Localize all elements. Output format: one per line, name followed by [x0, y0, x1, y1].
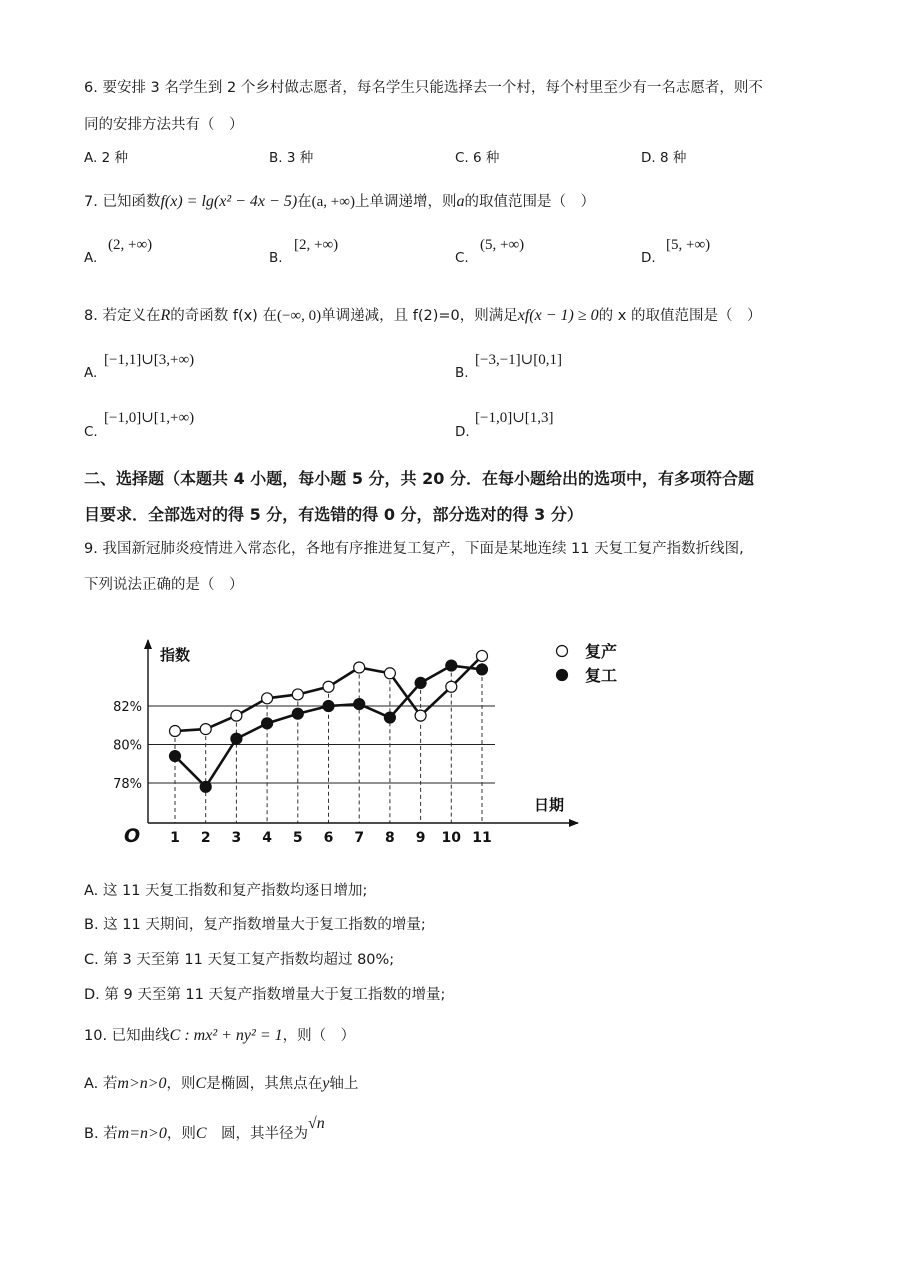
q8-option-c: [−1,0]∪[1,+∞)	[104, 410, 195, 426]
q6-line1: 6. 要安排 3 名学生到 2 个乡村做志愿者，每名学生只能选择去一个村，每个村里至少有一名志愿者，则不	[84, 80, 763, 96]
q10-option-b	[84, 1115, 325, 1143]
section2-heading-line2: 目要求．全部选对的得 5 分，有选错的得 0 分，部分选对的得 3 分）	[84, 505, 583, 524]
data-point	[200, 781, 211, 792]
q9-option-c: C. 第 3 天至第 11 天复工复产指数均超过 80%;	[84, 952, 395, 968]
q8-condition: xf(x − 1) ≥ 0	[517, 307, 599, 324]
q10-prefix: 10. 已知曲线	[84, 1028, 170, 1044]
q10-stem	[84, 1024, 355, 1045]
q10-b-radius: √n	[308, 1115, 325, 1132]
data-point	[200, 724, 211, 735]
q9-line1: 9. 我国新冠肺炎疫情进入常态化，各地有序推进复工复产，下面是某地连续 11 天复工复产指数折线图,	[84, 541, 744, 557]
q8-label-c: C.	[84, 424, 98, 440]
q6-option-c: C. 6 种	[455, 150, 500, 166]
data-point	[384, 668, 395, 679]
data-point	[384, 712, 395, 723]
q8-r: R	[160, 307, 171, 324]
q10-a-text: 是椭圆，其焦点在	[206, 1076, 323, 1092]
y-axis-label: 指数	[160, 646, 191, 664]
x-tick-label: 6	[323, 830, 334, 846]
q7-label-d: D.	[641, 250, 656, 266]
data-point	[262, 718, 273, 729]
x-tick-label: 8	[385, 830, 395, 846]
q10-b-text: 圆，其半径为	[206, 1126, 308, 1142]
q8-suffix: 的 x 的取值范围是（ ）	[598, 308, 762, 324]
q7-interval: (a, +∞)	[311, 194, 355, 210]
q10-a-axis: y	[322, 1075, 330, 1092]
series-line-fuchan	[175, 656, 482, 731]
q10-a-mid: ，则	[166, 1076, 196, 1092]
q9-line2: 下列说法正确的是（ ）	[84, 577, 244, 593]
legend-label: 复工	[585, 666, 618, 685]
data-point	[477, 664, 488, 675]
q10-b-prefix: B. 若	[84, 1126, 118, 1142]
q7-formula: f(x) = lg(x² − 4x − 5)	[160, 193, 298, 210]
x-tick-label: 7	[354, 830, 365, 846]
q10-a-condition: m>n>0	[117, 1075, 167, 1092]
legend-marker	[557, 670, 568, 681]
x-axis-label: 日期	[534, 796, 565, 814]
x-tick-label: 1	[170, 830, 180, 846]
data-point	[262, 693, 273, 704]
q7-label-b: B.	[269, 250, 283, 266]
q8-option-a: [−1,1]∪[3,+∞)	[104, 352, 195, 368]
x-tick-label: 2	[200, 830, 211, 846]
q10-suffix: ，则（ ）	[282, 1028, 356, 1044]
q8-mid2: 单调递减，且 f(2)=0，则满足	[321, 308, 518, 324]
q8-interval: (−∞, 0)	[276, 308, 322, 324]
x-tick-label: 5	[292, 830, 303, 846]
q7-label-c: C.	[455, 250, 469, 266]
data-point	[446, 681, 457, 692]
q8-label-b: B.	[455, 365, 469, 381]
index-line-chart	[100, 630, 640, 855]
q8-label-d: D.	[455, 424, 470, 440]
q7-option-d: [5, +∞)	[666, 237, 711, 253]
section2-heading-line1: 二、选择题（本题共 4 小题，每小题 5 分，共 20 分．在每小题给出的选项中，有多项符合题	[84, 469, 754, 488]
q10-b-condition: m=n>0	[117, 1125, 167, 1142]
q7-option-c: (5, +∞)	[480, 237, 525, 253]
legend-label: 复产	[585, 642, 618, 661]
q6-option-d: D. 8 种	[641, 150, 687, 166]
q7-mid2: 上单调递增，则	[354, 194, 457, 210]
q8-mid: 的奇函数 f(x) 在	[170, 308, 277, 324]
data-point	[415, 677, 426, 688]
q9-option-a: A. 这 11 天复工指数和复产指数均逐日增加;	[84, 883, 368, 899]
q7-mid: 在	[297, 194, 312, 210]
y-tick-label: 82%	[113, 700, 142, 715]
q10-b-mid: ，则	[166, 1126, 196, 1142]
x-tick-label: 3	[231, 830, 242, 846]
q10-a-end: 轴上	[329, 1076, 359, 1092]
q8-option-d: [−1,0]∪[1,3]	[475, 410, 554, 426]
origin-label: O	[124, 825, 141, 847]
q10-b-curve: C	[195, 1125, 207, 1142]
q7-stem	[84, 190, 595, 211]
q6-line2: 同的安排方法共有（ ）	[84, 117, 244, 133]
y-tick-label: 78%	[113, 777, 142, 792]
data-point	[292, 689, 303, 700]
q7-suffix: 的取值范围是（ ）	[464, 194, 595, 210]
data-point	[446, 660, 457, 671]
q9-option-b: B. 这 11 天期间，复产指数增量大于复工指数的增量;	[84, 917, 426, 933]
q7-prefix: 7. 已知函数	[84, 194, 161, 210]
q7-option-a: (2, +∞)	[108, 237, 153, 253]
data-point	[415, 710, 426, 721]
q9-option-d: D. 第 9 天至第 11 天复产指数增量大于复工指数的增量;	[84, 987, 446, 1003]
data-point	[170, 751, 181, 762]
data-point	[292, 708, 303, 719]
data-point	[354, 699, 365, 710]
data-point	[354, 662, 365, 673]
x-tick-label: 10	[441, 830, 462, 846]
legend-marker	[557, 646, 568, 657]
q8-option-b: [−3,−1]∪[0,1]	[475, 352, 562, 368]
q7-option-b: [2, +∞)	[294, 237, 339, 253]
data-point	[323, 701, 334, 712]
data-point	[231, 733, 242, 744]
q10-a-prefix: A. 若	[84, 1076, 118, 1092]
data-point	[231, 710, 242, 721]
q7-var: a	[456, 193, 465, 210]
x-tick-label: 9	[415, 830, 426, 846]
q6-option-b: B. 3 种	[269, 150, 314, 166]
q7-label-a: A.	[84, 250, 98, 266]
q10-formula: C : mx² + ny² = 1	[169, 1027, 283, 1044]
x-tick-label: 4	[262, 830, 272, 846]
data-point	[323, 681, 334, 692]
data-point	[170, 726, 181, 737]
y-tick-label: 80%	[113, 738, 142, 754]
q6-option-a: A. 2 种	[84, 150, 128, 166]
q8-prefix: 8. 若定义在	[84, 308, 161, 324]
q8-label-a: A.	[84, 365, 98, 381]
q10-option-a	[84, 1072, 358, 1093]
data-point	[477, 650, 488, 661]
q8-stem	[84, 304, 761, 325]
x-tick-label: 11	[472, 830, 492, 846]
q10-a-curve: C	[195, 1075, 207, 1092]
